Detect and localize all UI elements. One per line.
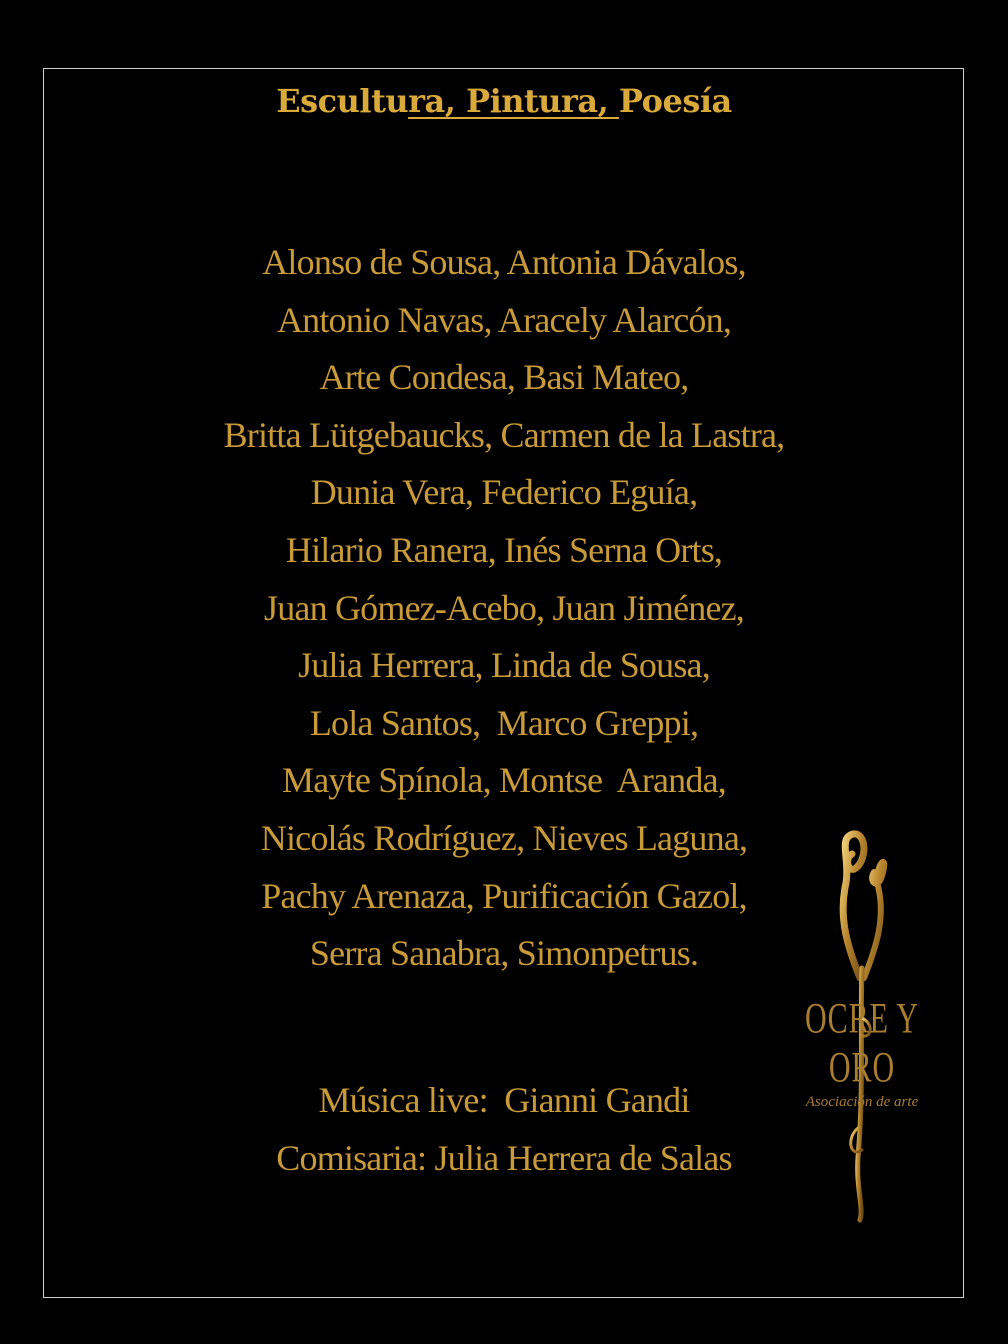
curator-credit: Comisaria: Julia Herrera de Salas [276, 1138, 732, 1178]
artist-line: Hilario Ranera, Inés Serna Orts, [285, 529, 723, 570]
artist-line: Lola Santos, Marco Greppi, [309, 702, 699, 743]
artist-line: Britta Lütgebaucks, Carmen de la Lastra, [223, 414, 785, 455]
artist-line: Juan Gómez-Acebo, Juan Jiménez, [263, 587, 745, 628]
artist-line: Mayte Spínola, Montse Aranda, [282, 760, 726, 801]
logo-tagline: Asociación de arte [805, 1094, 919, 1110]
artist-line: Serra Sanabra, Simonpetrus. [309, 933, 699, 974]
artist-line: Pachy Arenaza, Purificación Gazol, [261, 875, 747, 916]
title-part-1: Escultu [276, 82, 409, 120]
association-logo [798, 828, 926, 1224]
page-title [0, 82, 1008, 120]
artist-line: Antonio Navas, Aracely Alarcón, [276, 299, 732, 340]
artist-line: Julia Herrera, Linda de Sousa, [298, 645, 710, 686]
artist-line: Alonso de Sousa, Antonia Dávalos, [262, 242, 746, 282]
artist-line: Arte Condesa, Basi Mateo, [319, 357, 689, 398]
title-part-3: Poesía [618, 82, 732, 120]
artist-line: Nicolás Rodríguez, Nieves Laguna, [260, 817, 748, 858]
logo-name: OCRE Y ORO [804, 994, 920, 1092]
title-part-2-underlined: ra, Pintura, [408, 82, 619, 120]
artist-line: Dunia Vera, Federico Eguía, [310, 472, 698, 513]
music-credit: Música live: Gianni Gandi [318, 1080, 690, 1120]
